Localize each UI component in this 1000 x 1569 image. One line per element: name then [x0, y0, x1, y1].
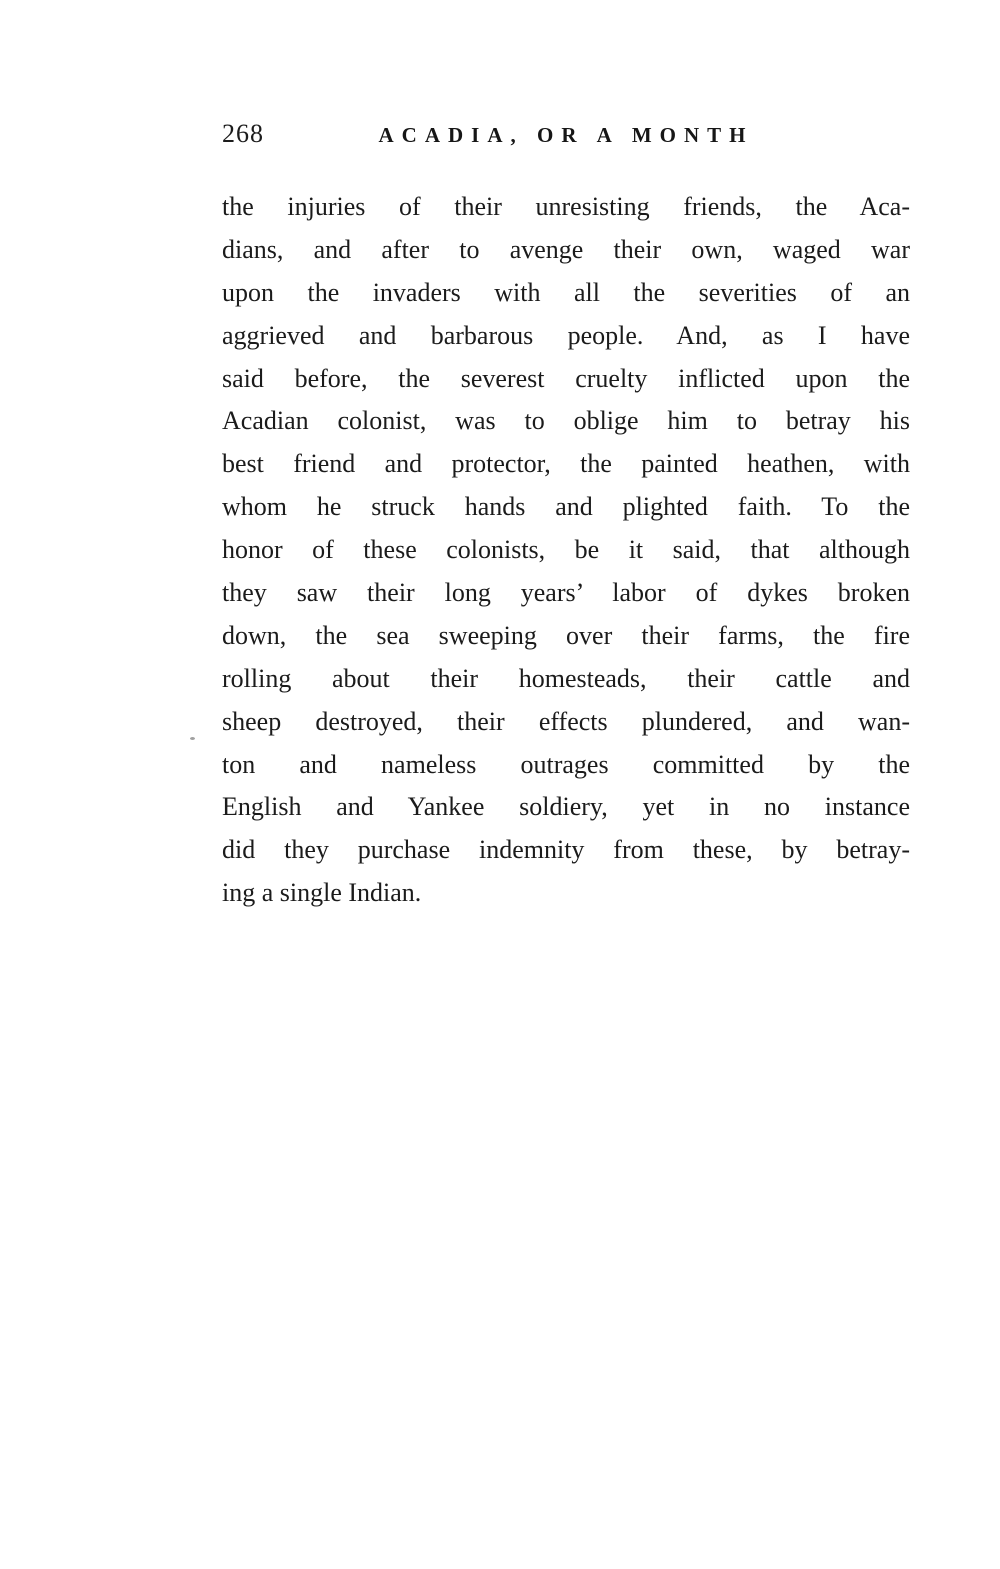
body-line: rolling about their homesteads, their cattle and: [222, 663, 910, 693]
body-line: aggrieved and barbarous people. And, as I have: [222, 320, 910, 350]
body-line: they saw their long years’ labor of dykes broken: [222, 578, 910, 608]
body-line: honor of these colonists, be it said, that although: [222, 535, 910, 565]
body-line: sheep destroyed, their effects plundered, and wan-: [222, 706, 910, 736]
body-line: best friend and protector, the painted heathen, with: [222, 449, 910, 479]
body-line: Acadian colonist, was to oblige him to betray his: [222, 406, 910, 436]
body-line: did they purchase indemnity from these, by betray-: [222, 835, 910, 865]
body-line: English and Yankee soldiery, yet in no instance: [222, 792, 910, 822]
scan-speck-artifact: [190, 737, 195, 740]
body-line: whom he struck hands and plighted faith. To the: [222, 492, 910, 522]
page-header: [222, 118, 910, 154]
body-text: [222, 186, 910, 915]
body-line: the injuries of their unresisting friends, the Aca-: [222, 192, 910, 221]
body-line: dians, and after to avenge their own, waged war: [222, 234, 910, 264]
page-number: 268: [222, 119, 264, 148]
body-line: ton and nameless outrages committed by the: [222, 749, 910, 779]
running-title: ACADIA, OR A MONTH: [378, 123, 754, 147]
body-line: said before, the severest cruelty inflicted upon the: [222, 363, 910, 393]
body-line: ing a single Indian.: [222, 878, 422, 908]
body-line: upon the invaders with all the severities of an: [222, 277, 910, 307]
body-line: down, the sea sweeping over their farms, the fire: [222, 620, 910, 650]
